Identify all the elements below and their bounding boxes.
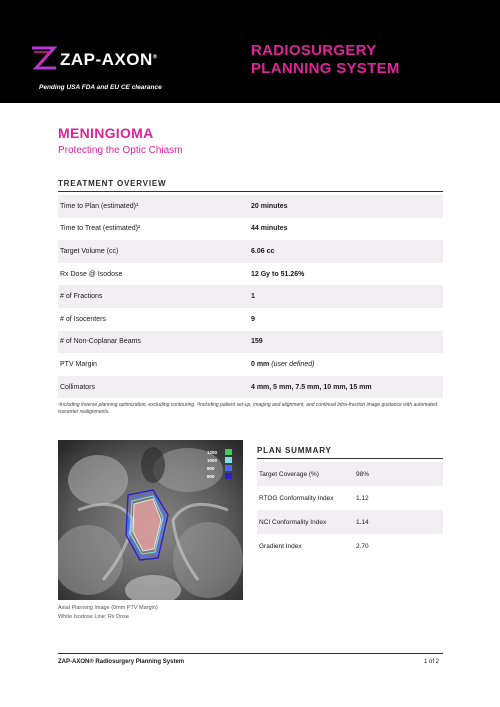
summary-heading: PLAN SUMMARY [257, 446, 332, 455]
table-row [257, 534, 443, 558]
clearance-note: Pending USA FDA and EU CE clearance [39, 84, 162, 91]
row-value: 2.70 [356, 542, 369, 550]
row-value: 4 mm, 5 mm, 7.5 mm, 10 mm, 15 mm [251, 383, 372, 391]
row-label: PTV Margin [60, 360, 97, 368]
image-caption: Axial Planning Image (0mm PTV Margin) White Isodose Line: Rx Dose [58, 605, 158, 620]
row-value: 1 [251, 293, 255, 301]
footer-rule [58, 653, 443, 654]
case-subtitle: Protecting the Optic Chiasm [58, 145, 183, 156]
row-label: Collimators [60, 383, 96, 391]
row-label: # of Fractions [60, 293, 103, 301]
zap-logo-icon [30, 44, 60, 74]
axial-planning-image [58, 440, 243, 600]
row-value: 159 [251, 338, 263, 346]
row-label: RTOG Conformality Index [259, 494, 334, 502]
row-value: 0 mm (user defined) [251, 360, 315, 368]
page-header [0, 0, 500, 103]
row-label: NCI Conformality Index [259, 518, 327, 526]
legend-item: 1000 [207, 456, 232, 464]
table-row [257, 486, 443, 510]
row-value: 1.12 [356, 494, 369, 502]
table-row [58, 263, 443, 286]
summary-table [257, 462, 443, 558]
table-row [58, 331, 443, 354]
overview-footnote: ¹Including inverse planning optimization, excluding contouring. ²Including patient set-up, imaging and alignment, and continual intra-fraction image guidance with automated isocenter realignments. [58, 402, 438, 415]
table-row [58, 353, 443, 376]
row-label: Gradient Index [259, 542, 302, 550]
row-label: Time to Treat (estimated)² [60, 225, 141, 233]
system-title: RADIOSURGERY PLANNING SYSTEM [251, 42, 400, 77]
legend-item: 600 [207, 472, 232, 480]
table-row [58, 308, 443, 331]
brand-logo [30, 44, 180, 74]
row-value: 12 Gy to 51.26% [251, 270, 305, 278]
row-label: Target Coverage (%) [259, 470, 319, 478]
table-row [257, 462, 443, 486]
table-row [58, 240, 443, 263]
case-title: MENINGIOMA [58, 125, 154, 141]
overview-table [58, 195, 443, 398]
legend-item: 800 [207, 464, 232, 472]
row-value: 6.06 cc [251, 247, 275, 255]
row-label: # of Non-Coplanar Beams [60, 338, 141, 346]
isodose-legend [207, 448, 232, 480]
row-value: 9 [251, 315, 255, 323]
row-value: 44 minutes [251, 225, 288, 233]
legend-item: 1200 [207, 448, 232, 456]
table-row [257, 510, 443, 534]
row-value-note: (user defined) [271, 360, 315, 368]
logo-text: ZAP-AXON® [60, 50, 158, 69]
row-label: # of Isocenters [60, 315, 106, 323]
overview-rule [58, 191, 443, 192]
row-value: 98% [356, 470, 370, 478]
row-label: Target Volume (cc) [60, 247, 119, 255]
row-value: 1.14 [356, 518, 369, 526]
page-number: 1 of 2 [424, 659, 440, 665]
table-row [58, 195, 443, 218]
row-label: Time to Plan (estimated)¹ [60, 202, 139, 210]
overview-heading: TREATMENT OVERVIEW [58, 179, 167, 188]
table-row [58, 218, 443, 241]
summary-rule [257, 458, 443, 459]
row-label: Rx Dose @ Isodose [60, 270, 123, 278]
row-value: 20 minutes [251, 202, 288, 210]
table-row [58, 376, 443, 399]
footer-product: ZAP-AXON® Radiosurgery Planning System [58, 659, 185, 665]
table-row [58, 285, 443, 308]
